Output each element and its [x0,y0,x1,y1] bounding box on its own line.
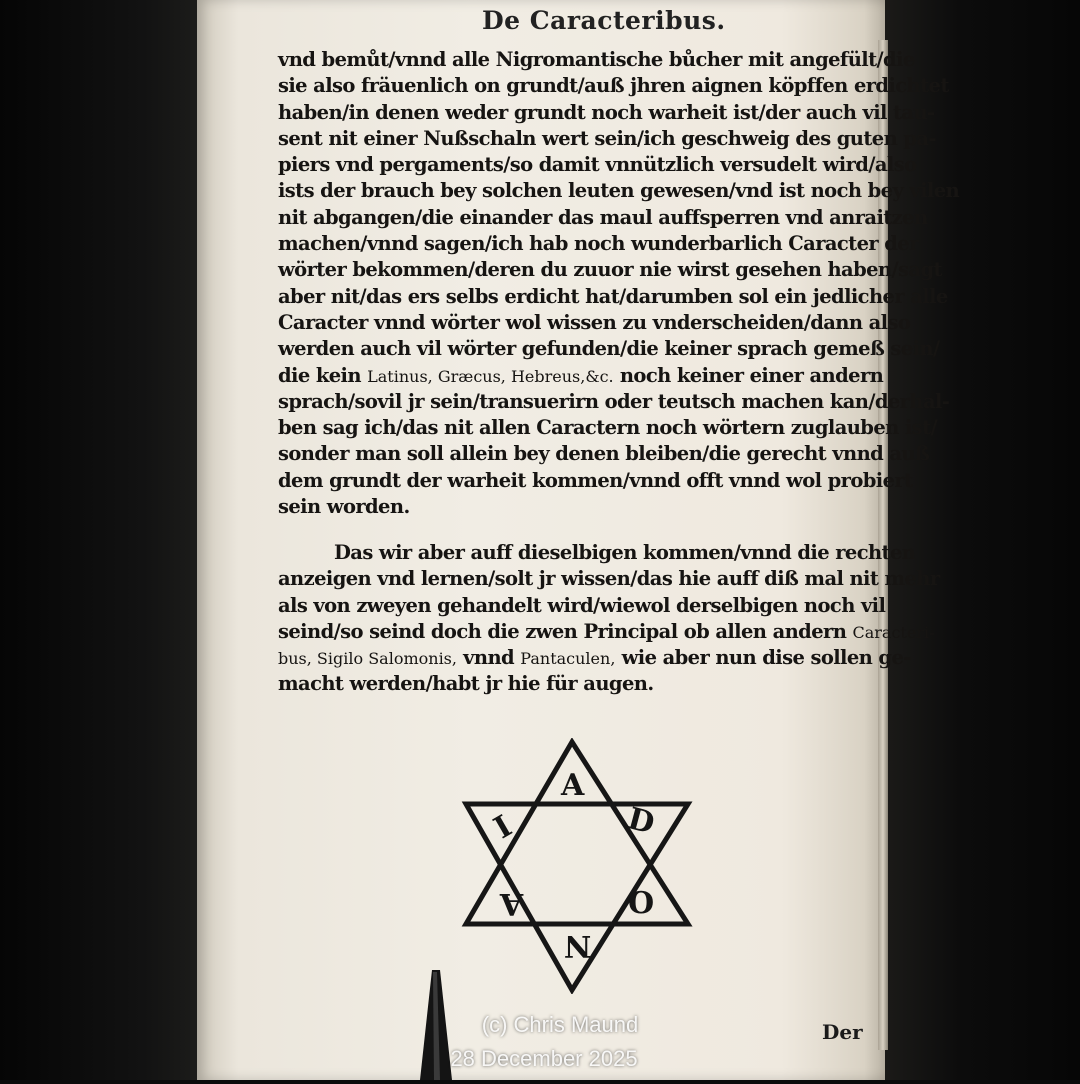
text-line [278,100,935,126]
text-line [278,441,930,467]
hexagram-letter-lower-left: A [500,886,524,921]
line-text: sonder man soll allein bey denen bleiben/die gerecht vnnd auß [278,442,930,466]
latin-term: Pantaculen, [520,649,616,669]
line-text: ists der brauch bey solchen leuten gewesen/vnd ist noch bey vilen [278,179,960,203]
text-line [278,389,950,415]
bleed-through-text [290,702,295,722]
hexagram-figure [460,738,696,994]
line-text: Das wir aber auff dieselbigen kommen/vnnd die rechten [334,541,916,564]
text-line [278,126,936,152]
line-text: haben/in denen weder grundt noch warheit ist/der auch vil tau- [278,100,935,124]
text-line [278,310,911,336]
hexagram-letter-top: A [561,768,585,803]
line-text: ben sag ich/das nit allen Caractern noch wörtern zuglauben ist/ [278,416,938,440]
line-text: noch keiner einer andern [613,363,884,387]
line-text: wie aber nun dise sollen ge- [615,646,911,670]
line-text: als von zweyen gehandelt wird/wiewol derselbigen noch vil [278,593,886,617]
text-line [278,205,928,231]
watermark-date: 28 December 2025 [450,1046,638,1071]
text-line [278,178,960,204]
paragraph-2 [278,540,940,698]
text-line [278,415,938,441]
latin-term: Latinus, Græcus, Hebreus,&c. [367,366,614,386]
hexagram-letter-bottom: N [564,928,592,963]
latin-term: Caracteri- [852,622,935,642]
line-text: macht werden/habt jr hie für augen. [278,672,654,696]
text-line [278,284,948,310]
background-left [0,0,205,1080]
line-text: machen/vnnd sagen/ich hab noch wunderbarlich Caracter der [278,232,919,256]
hexagram-letter-upper-right: D [623,801,659,842]
line-text: werden auch vil wörter gefunden/die keiner sprach gemeß sein/ [278,337,940,361]
line-text: Caracter vnnd wörter wol wissen zu vnderscheiden/dann also [278,310,911,334]
line-text: dem grundt der warheit kommen/vnnd offt vnnd wol probiert [278,468,913,492]
line-text: sein worden. [278,495,410,519]
line-text: seind/so seind doch die zwen Principal ob allen andern [278,619,853,643]
text-line [278,540,916,566]
hexagram-letter-lower-right: O [628,886,655,921]
text-line [278,593,886,619]
line-text: sent nit einer Nußschaln wert sein/ich geschweig des guten pa- [278,126,936,150]
line-text: sie also fräuenlich on grundt/auß jhren aignen köpffen erdichtet [278,74,949,98]
line-text: wörter bekommen/deren du zuuor nie wirst gesehen haben/sagt [278,258,942,282]
line-text: anzeigen vnd lernen/solt jr wissen/das hie auff diß mal nit mehr [278,567,940,591]
text-line [278,619,935,645]
paragraph-1 [278,47,960,520]
hexagram-letter-upper-left: I [488,808,518,847]
line-text: vnnd [456,646,521,670]
text-line [278,47,915,73]
text-line [278,231,919,257]
text-line [278,468,913,494]
line-text: vnd bemůt/vnnd alle Nigromantische bůcher mit angefült/die [278,48,915,71]
line-text: die kein [278,363,368,387]
text-line [278,73,949,99]
text-line [278,152,917,178]
line-text: nit abgangen/die einander das maul auffsperren vnd anraitzen [278,205,928,229]
text-line [278,363,884,389]
latin-term: bus, Sigilo Salomonis, [278,649,457,669]
text-line [278,566,940,592]
text-line [278,336,940,362]
watermark-credit: (c) Chris Maund [481,1012,639,1037]
line-text: aber nit/das ers selbs erdicht hat/darumben sol ein jedlicher alle [278,284,948,308]
text-line [278,671,863,697]
text-line [278,257,942,283]
line-text: sprach/sovil jr sein/transuerirn oder teutsch machen kan/derhal- [278,389,950,413]
text-line [278,494,863,520]
running-head: De Caracteribus. [482,6,726,35]
catchword: Der [822,1020,863,1044]
text-line [278,645,911,671]
line-text: piers vnd pergaments/so damit vnnützlich versudelt wird/also [278,153,917,177]
